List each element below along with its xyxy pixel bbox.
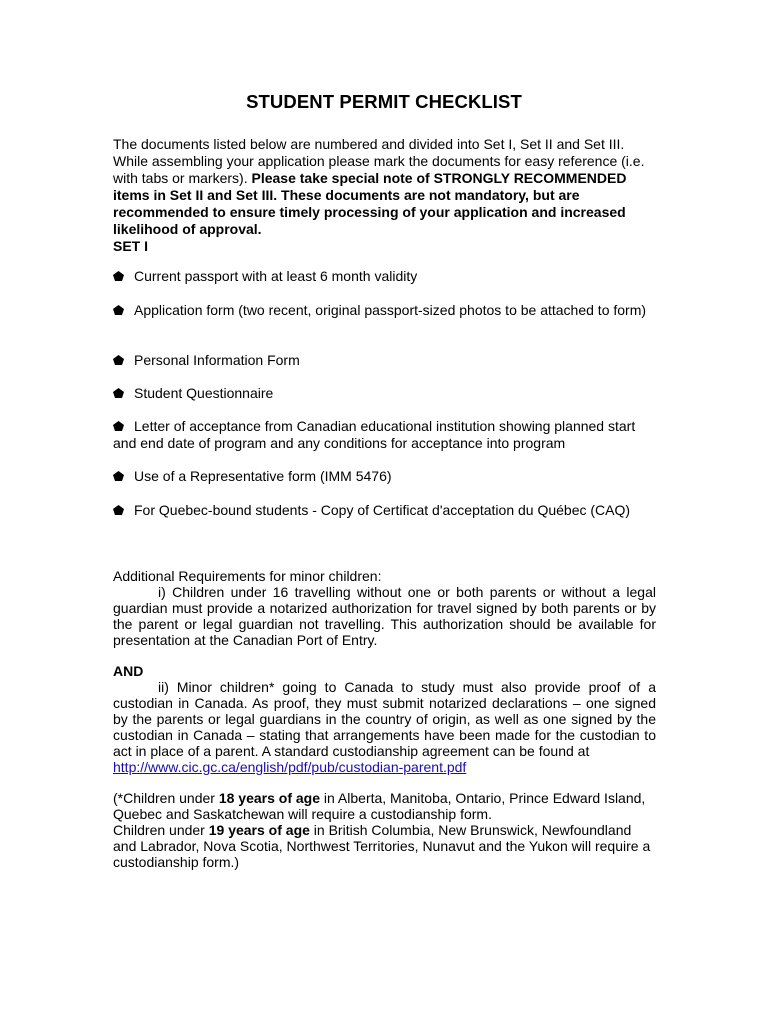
list-item-text: Application form (two recent, original passport-sized photos to be attached to form) — [134, 302, 647, 318]
set1-heading: SET I — [113, 238, 149, 254]
pentagon-bullet-icon — [113, 471, 124, 481]
footnote-age-19: 19 years of age — [208, 822, 310, 838]
list-item — [113, 302, 658, 319]
footnote-text: in Alberta, Manitoba, Ontario, Prince Edward Island, Quebec and Saskatchewan will require a custodianship form. — [113, 790, 646, 822]
footnote-text: (*Children under — [113, 790, 219, 806]
footnote-text: in British Columbia, New Brunswick, Newfoundland and Labrador, Nova Scotia, Northwest Territories, Nunavut and the Yukon will require a custodianship form.) — [113, 822, 651, 870]
minors-heading: Additional Requirements for minor children: — [113, 568, 382, 584]
minors-item-1-text: i) Children under 16 travelling without one or both parents or without a legal guardian must provide a notarized authorization for travel signed by both parents or by the parent or legal guardian not travelling. This authorization should be available for presentation at the Canadian Port of Entry. — [113, 584, 656, 648]
list-item — [113, 468, 658, 485]
list-item-text: For Quebec-bound students - Copy of Certificat d'acceptation du Québec (CAQ) — [134, 502, 631, 518]
intro-text: The documents listed below are numbered and divided into Set I, Set II and Set III. While assembling your application please mark the documents for easy reference (i.e. with tabs or markers). — [113, 136, 645, 186]
list-item — [113, 418, 658, 452]
list-item-text: Student Questionnaire — [134, 385, 274, 401]
list-item — [113, 502, 658, 519]
footnote-age-18: 18 years of age — [218, 790, 321, 806]
pentagon-bullet-icon — [113, 421, 124, 431]
pentagon-bullet-icon — [113, 305, 124, 315]
pentagon-bullet-icon — [113, 505, 124, 515]
list-item — [113, 352, 658, 369]
pentagon-bullet-icon — [113, 388, 124, 398]
list-item-text: Current passport with at least 6 month validity — [134, 268, 418, 284]
minors-item-1 — [113, 584, 656, 648]
pentagon-bullet-icon — [113, 271, 124, 281]
intro-bold-text: Please take special note of STRONGLY RECOMMENDED items in Set II and Set III. These documents are not mandatory, but are recommended to ensure timely processing of your application and increased likelihood of approval. — [113, 170, 627, 237]
list-item-text: Letter of acceptance from Canadian educational institution showing planned start and end date of program and any conditions for acceptance into program — [113, 418, 636, 451]
footnote-text: Children under — [113, 822, 209, 838]
and-label: AND — [113, 663, 144, 679]
minors-item-2-text: ii) Minor children* going to Canada to study must also provide proof of a custodian in Canada. As proof, they must submit notarized declarations – one signed by the parents or legal guardians in the country of origin, as well as one signed by the custodian in Canada – stating that arrangements have been made for the custodian to act in place of a parent. A standard custodianship agreement can be found at — [113, 679, 656, 759]
page-title: STUDENT PERMIT CHECKLIST — [246, 91, 522, 112]
custodian-form-link[interactable]: http://www.cic.gc.ca/english/pdf/pub/custodian-parent.pdf — [113, 759, 467, 775]
list-item — [113, 268, 658, 285]
pentagon-bullet-icon — [113, 355, 124, 365]
age-footnote — [113, 790, 658, 870]
minors-item-2 — [113, 679, 656, 775]
list-item — [113, 385, 658, 402]
list-item-text: Use of a Representative form (IMM 5476) — [134, 468, 392, 484]
intro-paragraph — [113, 136, 658, 255]
list-item-text: Personal Information Form — [134, 352, 300, 368]
